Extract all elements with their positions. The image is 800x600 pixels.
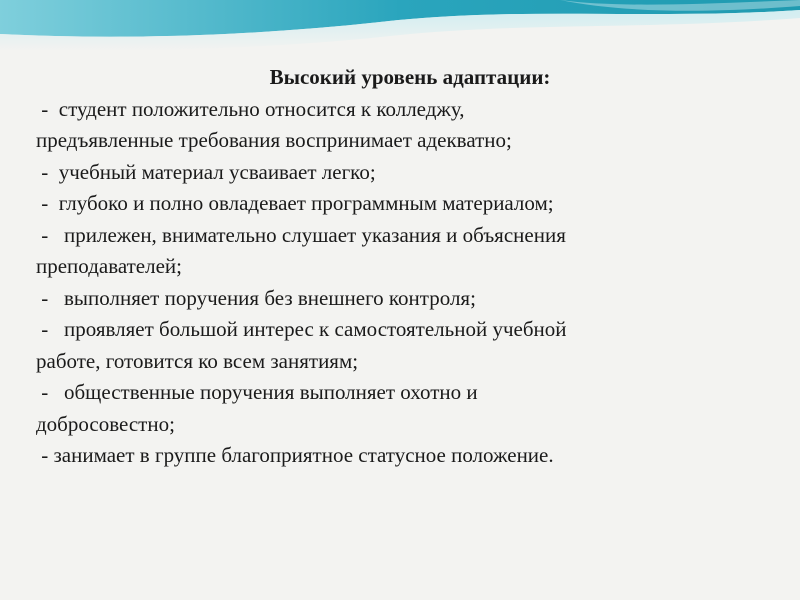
text-line: преподавателей;	[36, 254, 182, 278]
text-line: - прилежен, внимательно слушает указания и объяснения	[36, 222, 566, 247]
header-wave-decoration	[0, 0, 800, 70]
text-line: - проявляет большой интерес к самостоятельной учебной	[36, 317, 567, 341]
text-line: - глубоко и полно овладевает программным материалом;	[36, 191, 554, 215]
text-line: - студент положительно относится к колледжу,	[36, 96, 465, 121]
text-line: - занимает в группе благоприятное статусное положение.	[36, 443, 554, 467]
slide-content	[36, 62, 764, 472]
text-line: работе, готовится ко всем занятиям;	[36, 348, 359, 373]
text-line: предъявленные требования воспринимает адекватно;	[36, 128, 512, 152]
text-line: - учебный материал усваивает легко;	[36, 159, 376, 184]
text-line: добросовестно;	[36, 411, 175, 436]
slide-title: Высокий уровень адаптации:	[269, 65, 551, 89]
text-line: - выполняет поручения без внешнего контроля;	[36, 285, 476, 310]
text-line: - общественные поручения выполняет охотно и	[36, 380, 478, 404]
